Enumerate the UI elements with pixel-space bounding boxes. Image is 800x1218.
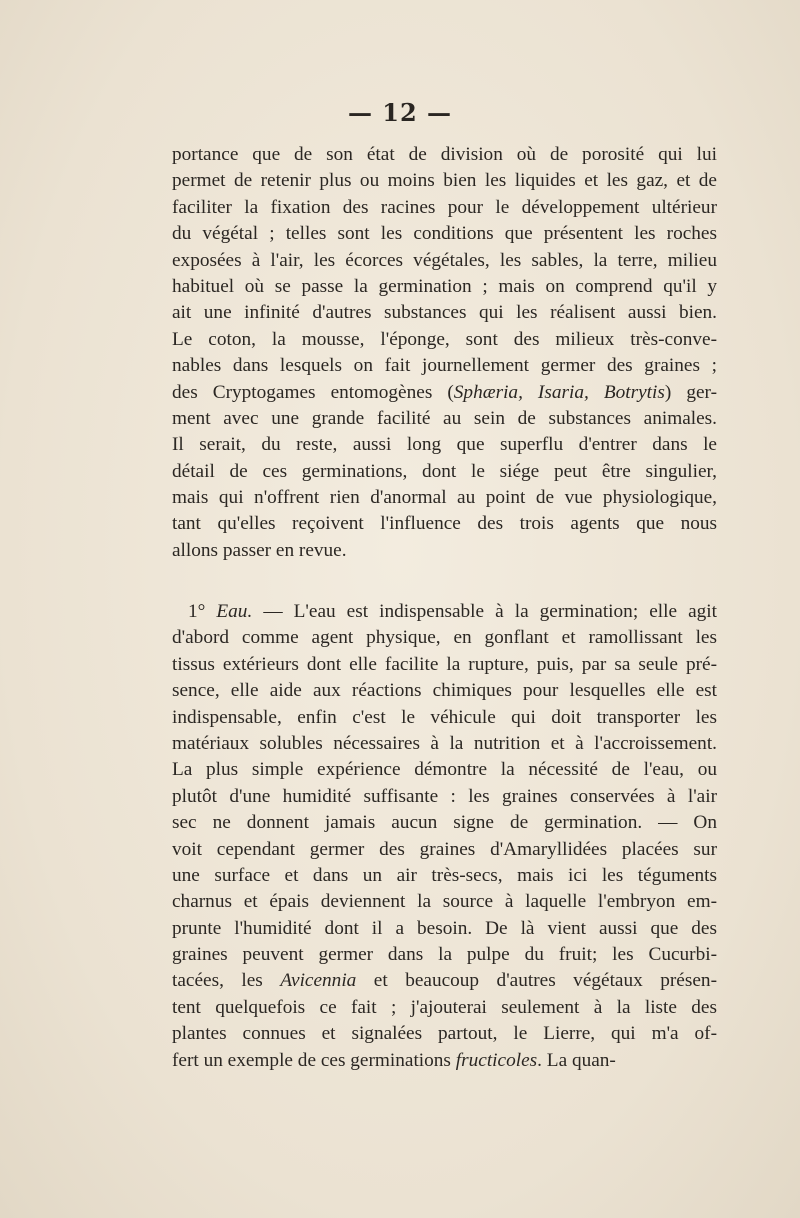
text-line [172, 599, 717, 625]
text-segment: tant qu'elles reçoivent l'influence des trois agents que nous [172, 513, 717, 535]
text-line [172, 863, 717, 889]
text-segment: habituel où se passe la germination ; mais on comprend qu'il y [172, 275, 717, 297]
text-line [172, 406, 717, 432]
text-segment: . La quan- [537, 1049, 616, 1071]
text-segment: sec ne donnent jamais aucun signe de germination. — On [172, 812, 717, 834]
text-line [172, 1021, 717, 1047]
text-line [172, 678, 717, 704]
text-line [172, 300, 717, 326]
text-line [172, 459, 717, 485]
text-segment: 1° [188, 601, 217, 622]
text-line [172, 889, 717, 915]
text-segment: — L'eau est indispensable à la germination; elle agit [252, 601, 717, 622]
text-line [172, 757, 717, 783]
italic-text: Sphæria, Isaria, Botrytis [453, 381, 665, 403]
text-line [172, 731, 717, 757]
text-line [172, 810, 717, 836]
text-line [172, 380, 717, 406]
italic-text: fructicoles [455, 1049, 538, 1071]
text-segment: tissus extérieurs dont elle facilite la rupture, puis, par sa seule pré- [172, 653, 717, 675]
text-line [172, 511, 717, 537]
text-line [172, 168, 717, 194]
text-segment: tent quelquefois ce fait ; j'ajouterai seulement à la liste des [172, 996, 717, 1018]
text-line [172, 432, 717, 458]
page-number: — 12 — [347, 98, 453, 127]
italic-text: Eau. [216, 601, 253, 622]
paragraph-continuation [172, 142, 717, 564]
text-segment: prunte l'humidité dont il a besoin. De là vient aussi que des [172, 917, 717, 939]
text-segment: matériaux solubles nécessaires à la nutrition et à l'accroissement. [172, 732, 717, 754]
text-line [172, 327, 717, 353]
text-segment: permet de retenir plus ou moins bien les liquides et les gaz, et de [172, 170, 717, 192]
text-line [172, 538, 717, 564]
text-line [172, 485, 717, 511]
text-segment: détail de ces germinations, dont le siége peut être singulier, [172, 460, 717, 482]
text-segment: mais qui n'offrent rien d'anormal au point de vue physiologique, [172, 487, 717, 509]
text-segment: des Cryptogames entomogènes ( [172, 381, 454, 403]
paragraph-eau [172, 599, 717, 1074]
text-line [172, 353, 717, 379]
text-segment: plantes connues et signalées partout, le Lierre, qui m'a of- [172, 1023, 717, 1045]
text-segment: fert un exemple de ces germinations [172, 1049, 456, 1071]
text-segment: ) ger- [664, 381, 717, 403]
text-segment: ait une infinité d'autres substances qui les réalisent aussi bien. [172, 302, 717, 324]
text-segment: exposées à l'air, les écorces végétales, les sables, la terre, milieu [172, 249, 717, 271]
text-segment: indispensable, enfin c'est le véhicule qui doit transporter les [172, 706, 717, 728]
text-segment: tacées, les [172, 970, 281, 992]
text-line [172, 995, 717, 1021]
text-segment: La plus simple expérience démontre la nécessité de l'eau, ou [172, 759, 717, 781]
text-segment: du végétal ; telles sont les conditions que présentent les roches [172, 223, 717, 245]
text-line [172, 142, 717, 168]
text-segment: Il serait, du reste, aussi long que superflu d'entrer dans le [172, 434, 717, 456]
text-segment: faciliter la fixation des racines pour le développement ultérieur [172, 196, 717, 218]
text-segment: et beaucoup d'autres végétaux présen- [356, 970, 717, 992]
text-segment: Le coton, la mousse, l'éponge, sont des milieux très-conve- [172, 328, 717, 350]
text-segment: allons passer en revue. [172, 539, 347, 561]
text-segment: ment avec une grande facilité au sein de substances animales. [172, 407, 717, 429]
text-line [172, 625, 717, 651]
italic-text: Avicennia [280, 970, 357, 992]
text-segment: charnus et épais deviennent la source à laquelle l'embryon em- [172, 891, 717, 913]
text-line [172, 784, 717, 810]
text-segment: voit cependant germer des graines d'Amaryllidées placées sur [172, 838, 717, 860]
text-line [172, 1048, 717, 1074]
text-segment: plutôt d'une humidité suffisante : les graines conservées à l'air [172, 785, 717, 807]
text-segment: d'abord comme agent physique, en gonflant et ramollissant les [172, 627, 717, 649]
text-segment: sence, elle aide aux réactions chimiques pour lesquelles elle est [172, 680, 717, 702]
text-line [172, 837, 717, 863]
text-line [172, 968, 717, 994]
text-line [172, 195, 717, 221]
text-segment: graines peuvent germer dans la pulpe du fruit; les Cucurbi- [172, 944, 717, 966]
text-line [172, 942, 717, 968]
text-line [172, 274, 717, 300]
text-line [172, 705, 717, 731]
text-segment: une surface et dans un air très-secs, mais ici les téguments [172, 864, 717, 886]
text-line [172, 248, 717, 274]
text-segment: portance que de son état de division où de porosité qui lui [172, 144, 717, 165]
text-line [172, 221, 717, 247]
text-line [172, 652, 717, 678]
text-line [172, 916, 717, 942]
text-segment: nables dans lesquels on fait journellement germer des graines ; [172, 355, 717, 377]
